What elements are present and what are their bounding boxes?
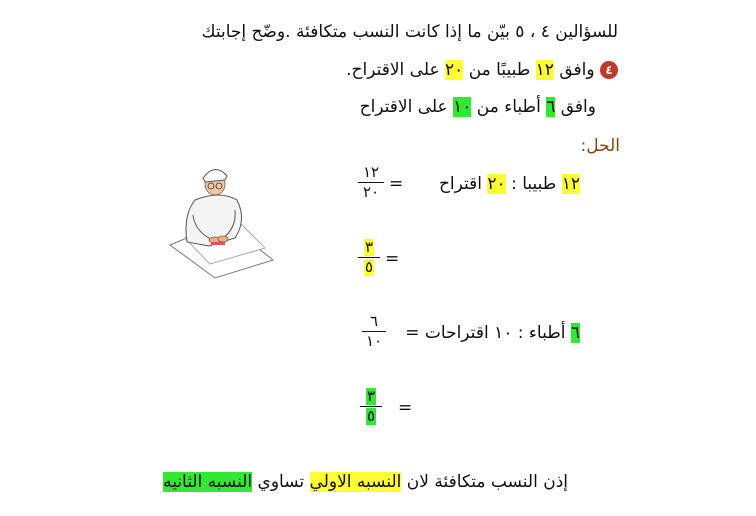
row1-numerator: ١٢ <box>362 163 380 181</box>
conclusion-highlight-2: النسبه الثانيه <box>163 472 253 492</box>
row1-word1: طبيبا <box>522 174 557 194</box>
question-line-2 <box>360 97 596 117</box>
line1-num2: ٢٠ <box>445 60 464 80</box>
row1-equals: = <box>389 174 404 194</box>
row1-num1: ١٢ <box>561 174 580 194</box>
row1-denominator: ٢٠ <box>362 183 380 201</box>
question-line-1 <box>346 60 618 80</box>
line1-post: على الاقتراح. <box>346 60 440 80</box>
line2-num2: ١٠ <box>453 97 472 117</box>
solution-label: الحل: <box>580 136 620 156</box>
row3-word2: اقتراحات <box>424 323 489 343</box>
line2-num1: ٦ <box>546 97 556 117</box>
row3-word1: أطباء <box>528 323 566 343</box>
row3-fraction <box>362 313 386 350</box>
question-intro: للسؤالين ٤ ، ٥ بيّن ما إذا كانت النسب متكافئة .وضّح إجابتك <box>201 22 618 42</box>
conclusion-pre: إذن النسب متكافئة لان <box>406 472 568 492</box>
row1-fraction <box>358 164 384 201</box>
row4-fraction <box>360 388 382 425</box>
row1-num2: ٢٠ <box>487 174 506 194</box>
row1-word2: اقتراح <box>438 174 482 194</box>
row3-denominator: ١٠ <box>365 332 383 350</box>
row2-denominator: ٥ <box>364 258 374 276</box>
solution-row-1 <box>439 174 580 194</box>
line2-mid: أطباء من <box>476 97 541 117</box>
row2-fraction <box>358 239 380 276</box>
line1-mid: طبيبًا من <box>468 60 531 80</box>
row3-num1: ٦ <box>570 323 580 343</box>
row4-equals: = <box>398 398 413 418</box>
solution-row-3 <box>405 323 580 343</box>
conclusion <box>163 472 568 492</box>
row3-equals: = <box>405 323 420 343</box>
conclusion-mid: تساوي <box>257 472 305 492</box>
row3-colon: : <box>517 323 524 343</box>
conclusion-highlight-1: النسبه الاولي <box>309 472 402 492</box>
line1-pre: وافق <box>559 60 595 80</box>
doctor-illustration <box>165 160 275 280</box>
line1-num1: ١٢ <box>535 60 554 80</box>
line2-post: على الاقتراح <box>359 97 448 117</box>
row1-colon: : <box>511 174 517 194</box>
row4-denominator: ٥ <box>366 407 376 425</box>
row3-num2: ١٠ <box>494 323 513 343</box>
row4-numerator: ٣ <box>366 387 376 405</box>
row2-numerator: ٣ <box>364 238 374 256</box>
row3-numerator: ٦ <box>369 312 379 330</box>
line2-pre: وافق <box>560 97 596 117</box>
row2-equals: = <box>385 249 400 269</box>
question-number-badge: ٤ <box>600 61 618 79</box>
